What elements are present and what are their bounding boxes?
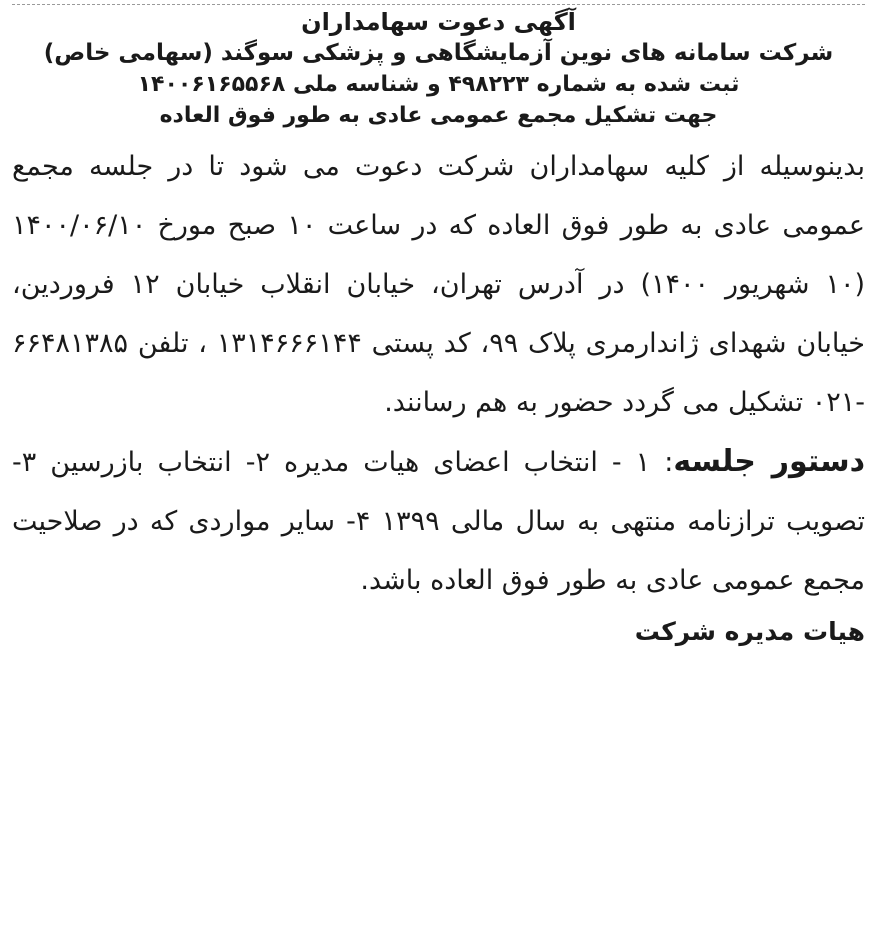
notice-title: آگهی دعوت سهامداران <box>301 8 576 36</box>
signature: هیات مدیره شرکت <box>634 617 865 646</box>
notice-body <box>12 137 865 610</box>
invitation-paragraph: بدینوسیله از کلیه سهامداران شرکت دعوت می شود تا در جلسه مجمع عمومی عادی به طور فوق العاده که در ساعت ۱۰ صبح مورخ ۱۴۰۰/۰۶/۱۰ (۱۰ شهریور ۱۴۰۰) در آدرس تهران، خیابان انقلاب خیابان ۱۲ فروردین، خیابان شهدای ژاندارمری پلاک ۹۹، کد پستی ۱۳۱۴۶۶۶۱۴۴ ، تلفن ۶۶۴۸۱۳۸۵ -۰۲۱ تشکیل می گردد حضور به هم رسانند. <box>12 151 865 418</box>
agenda-items: : ۱ - انتخاب اعضای هیات مدیره ۲- انتخاب بازرسین ۳- تصویب ترازنامه منتهی به سال مالی ۱۳۹۹ ۴- سایر مواردی که در صلاحیت مجمع عمومی عادی به طور فوق العاده باشد. <box>12 447 865 596</box>
agenda-label: دستور جلسه <box>673 444 866 479</box>
agenda-paragraph <box>12 432 865 610</box>
notice-header <box>12 7 865 131</box>
top-divider <box>12 4 865 5</box>
registration-info: ثبت شده به شماره ۴۹۸۲۲۳ و شناسه ملی ۱۴۰۰۶۱۶۵۵۶۸ <box>137 72 740 97</box>
company-name: شرکت سامانه های نوین آزمایشگاهی و پزشکی سوگند (سهامی خاص) <box>43 40 834 66</box>
meeting-purpose: جهت تشکیل مجمع عمومی عادی به طور فوق العاده <box>159 103 718 128</box>
